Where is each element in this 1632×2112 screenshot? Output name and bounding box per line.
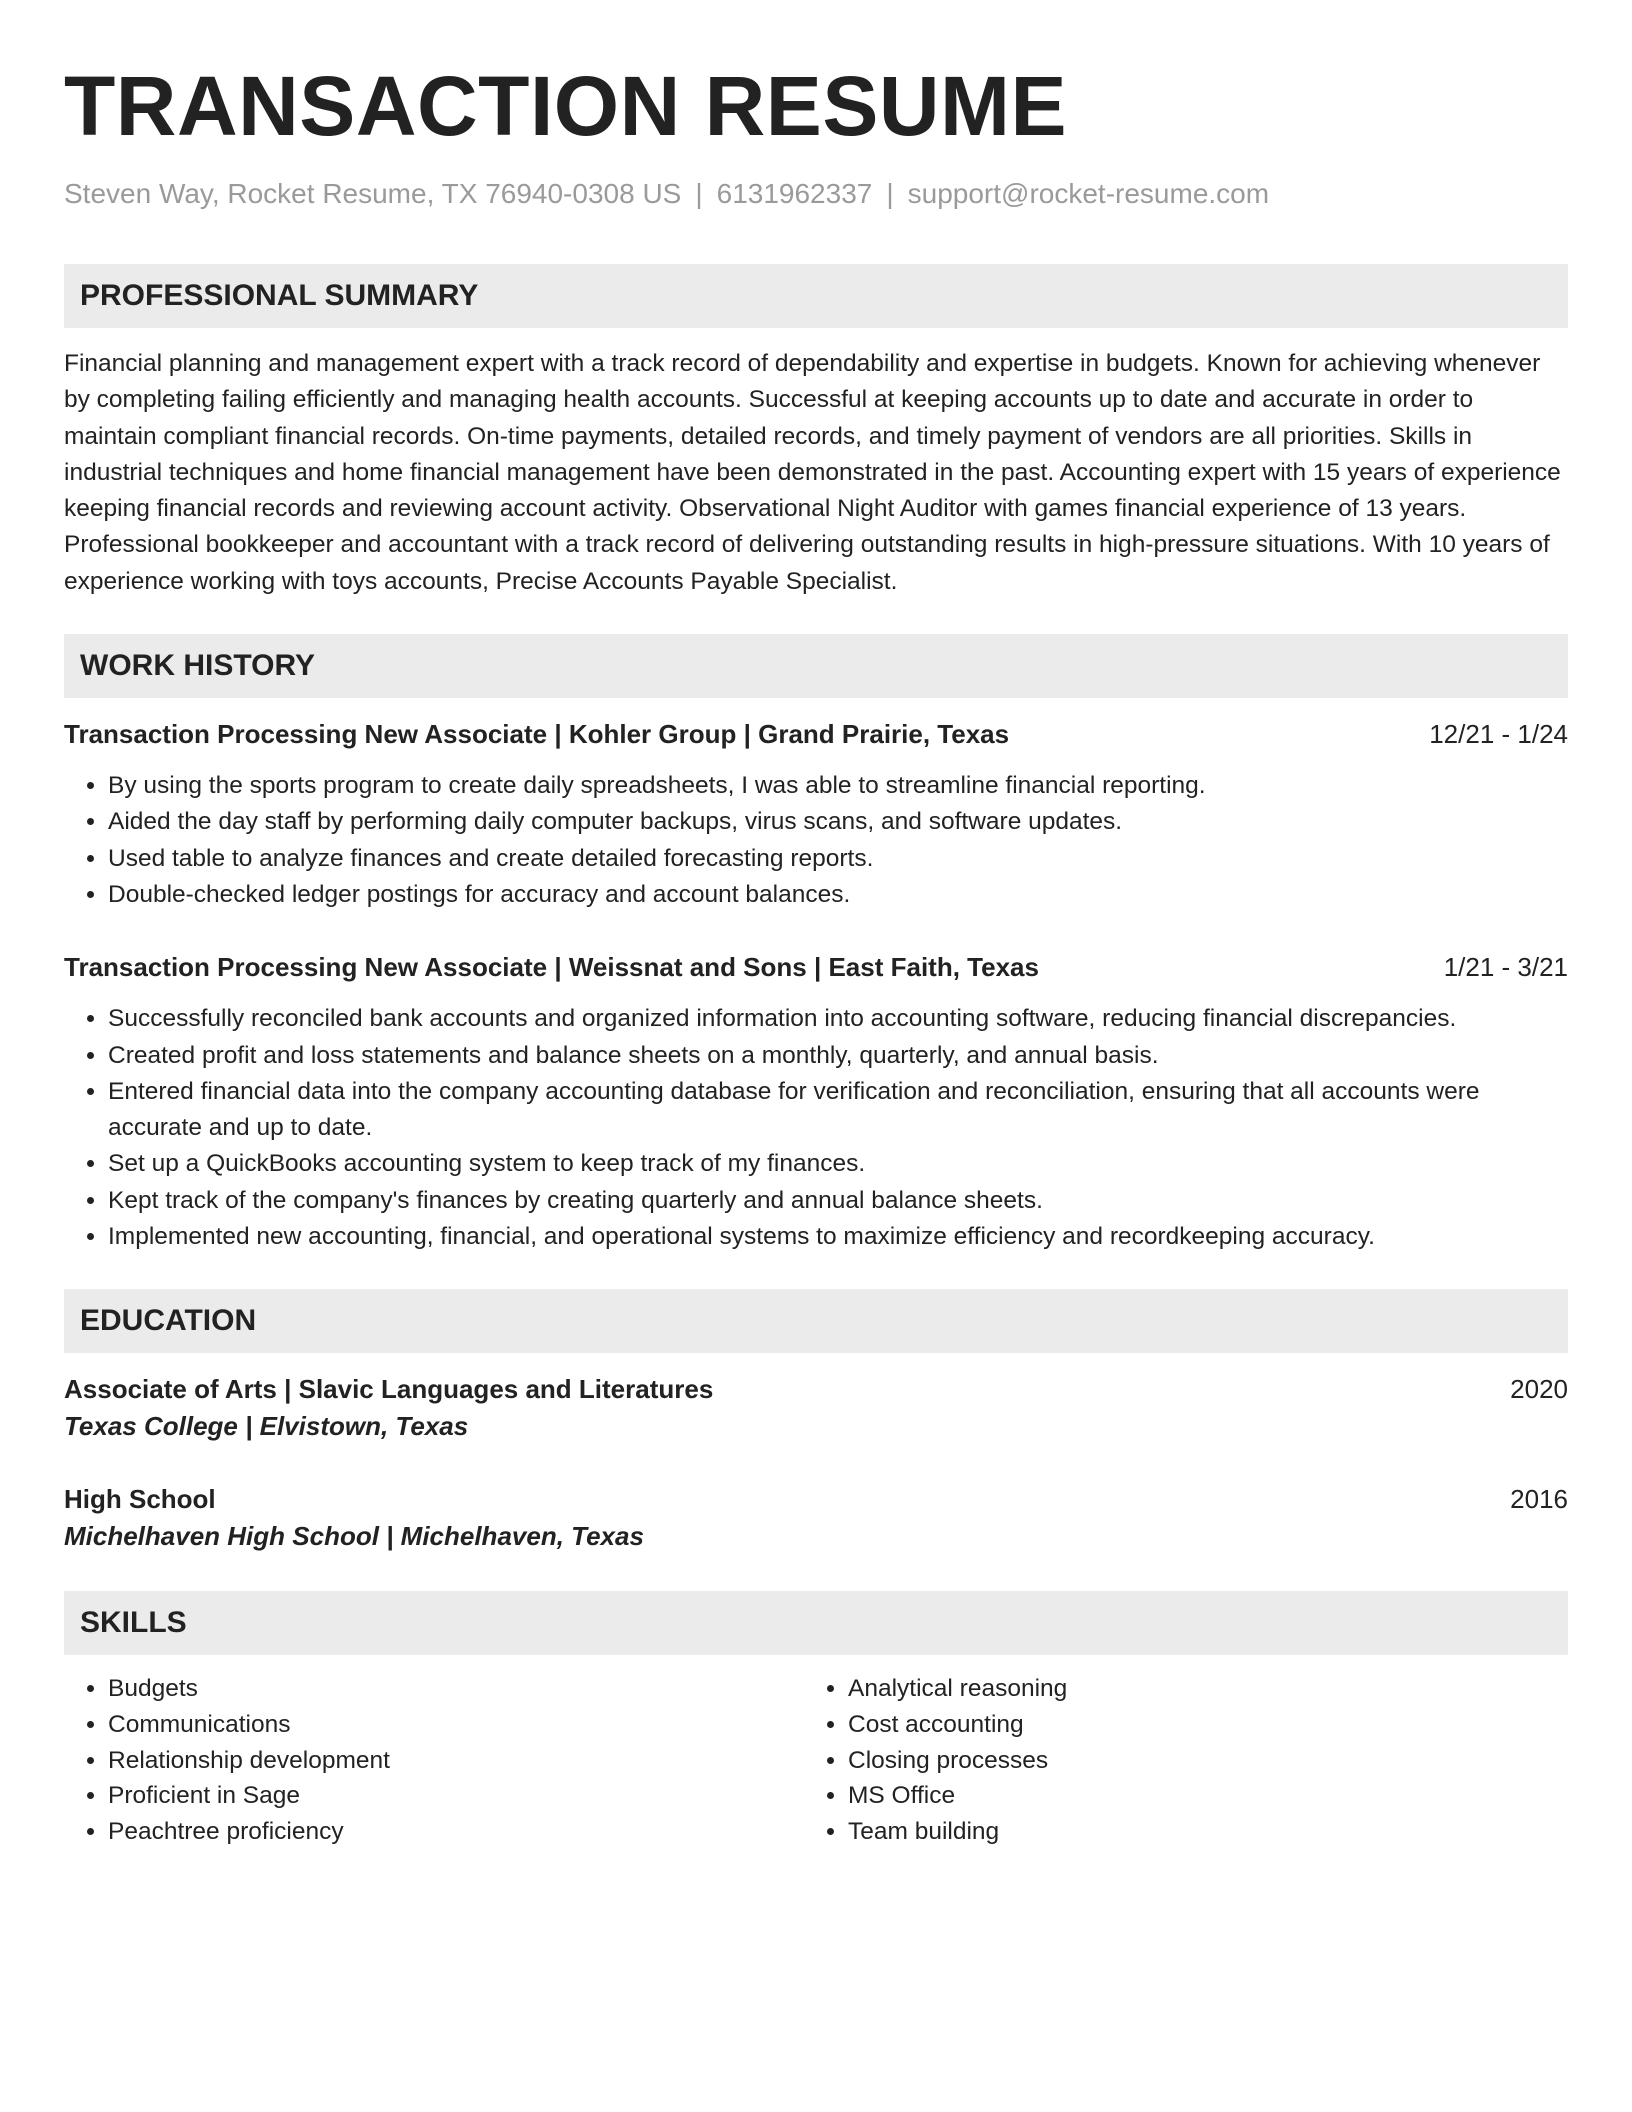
job-entry [64, 949, 1568, 1255]
summary-text: Financial planning and management expert with a track record of dependability and expertise in budgets. Known for achieving whenever by completing failing efficiently and managing health accounts. Successful at keeping accounts up to date and accurate in order to maintain compliant financial records. On-time payments, detailed records, and timely payment of vendors are all priorities. Skills in industrial techniques and home financial management have been demonstrated in the past. Accounting expert with 15 years of experience keeping financial records and reviewing account activity. Observational Night Auditor with games financial experience of 13 years. Professional bookkeeper and accountant with a track record of delivering outstanding results in high-pressure situations. With 10 years of experience working with toys accounts, Precise Accounts Payable Specialist. [64, 350, 1561, 595]
education-school: Texas College | Elvistown, Texas [64, 1411, 469, 1442]
resume-title: TRANSACTION RESUME [64, 59, 1068, 153]
job-bullets [64, 1001, 1568, 1255]
education-entry [64, 1481, 1568, 1555]
job-dates: 12/21 - 1/24 [1429, 719, 1568, 750]
section-header-education: EDUCATION [64, 1289, 1568, 1353]
job-header [64, 949, 1568, 985]
job-entry [64, 716, 1568, 913]
contact-email: support@rocket-resume.com [907, 178, 1270, 209]
job-bullets [64, 768, 1568, 913]
skill-item: • Closing processes [848, 1743, 1544, 1779]
job-bullet: • Double-checked ledger postings for accuracy and account balances. [108, 877, 1568, 913]
education-year: 2020 [1510, 1374, 1568, 1405]
skills-column-right [804, 1671, 1544, 1849]
job-title: Transaction Processing New Associate | Weissnat and Sons | East Faith, Texas [64, 952, 1039, 983]
job-bullet: • Set up a QuickBooks accounting system to keep track of my finances. [108, 1146, 1568, 1182]
job-bullet: • Successfully reconciled bank accounts and organized information into accounting software, reducing financial discrepancies. [108, 1001, 1568, 1037]
education-degree: High School [64, 1484, 216, 1515]
contact-address: Steven Way, Rocket Resume, TX 76940-0308 US [64, 178, 682, 209]
skills-list [64, 1671, 1568, 1849]
job-bullet: • Created profit and loss statements and balance sheets on a monthly, quarterly, and annual basis. [108, 1038, 1568, 1074]
education-degree: Associate of Arts | Slavic Languages and Literatures [64, 1374, 714, 1405]
skill-item: • Communications [108, 1707, 804, 1743]
contact-phone: 6131962337 [716, 178, 873, 209]
education-entry [64, 1371, 1568, 1445]
job-bullet: • Kept track of the company's finances by creating quarterly and annual balance sheets. [108, 1183, 1568, 1219]
job-header [64, 716, 1568, 752]
job-bullet: • By using the sports program to create daily spreadsheets, I was able to streamline financial reporting. [108, 768, 1568, 804]
skill-item: • Analytical reasoning [848, 1671, 1544, 1707]
skill-item: • Cost accounting [848, 1707, 1544, 1743]
job-bullet: • Implemented new accounting, financial, and operational systems to maximize efficiency and recordkeeping accuracy. [108, 1219, 1568, 1255]
contact-line [64, 176, 1568, 212]
section-header-summary: PROFESSIONAL SUMMARY [64, 264, 1568, 328]
skill-item: • Team building [848, 1814, 1544, 1850]
education-school: Michelhaven High School | Michelhaven, Texas [64, 1521, 644, 1552]
skill-item: • MS Office [848, 1778, 1544, 1814]
contact-separator: | [695, 178, 703, 209]
section-header-work-history: WORK HISTORY [64, 634, 1568, 698]
education-header [64, 1481, 1568, 1517]
skill-item: • Peachtree proficiency [108, 1814, 804, 1850]
job-bullet: • Entered financial data into the company accounting database for verification and reconciliation, ensuring that all accounts were accurate and up to date. [108, 1074, 1568, 1147]
education-year: 2016 [1510, 1484, 1568, 1515]
skill-item: • Proficient in Sage [108, 1778, 804, 1814]
skill-item: • Budgets [108, 1671, 804, 1707]
job-dates: 1/21 - 3/21 [1443, 952, 1568, 983]
contact-separator: | [886, 178, 894, 209]
education-header [64, 1371, 1568, 1407]
skill-item: • Relationship development [108, 1743, 804, 1779]
section-header-skills: SKILLS [64, 1591, 1568, 1655]
job-bullet: • Used table to analyze finances and create detailed forecasting reports. [108, 841, 1568, 877]
job-bullet: • Aided the day staff by performing daily computer backups, virus scans, and software updates. [108, 804, 1568, 840]
skills-column-left [64, 1671, 804, 1849]
job-title: Transaction Processing New Associate | Kohler Group | Grand Prairie, Texas [64, 719, 1010, 750]
